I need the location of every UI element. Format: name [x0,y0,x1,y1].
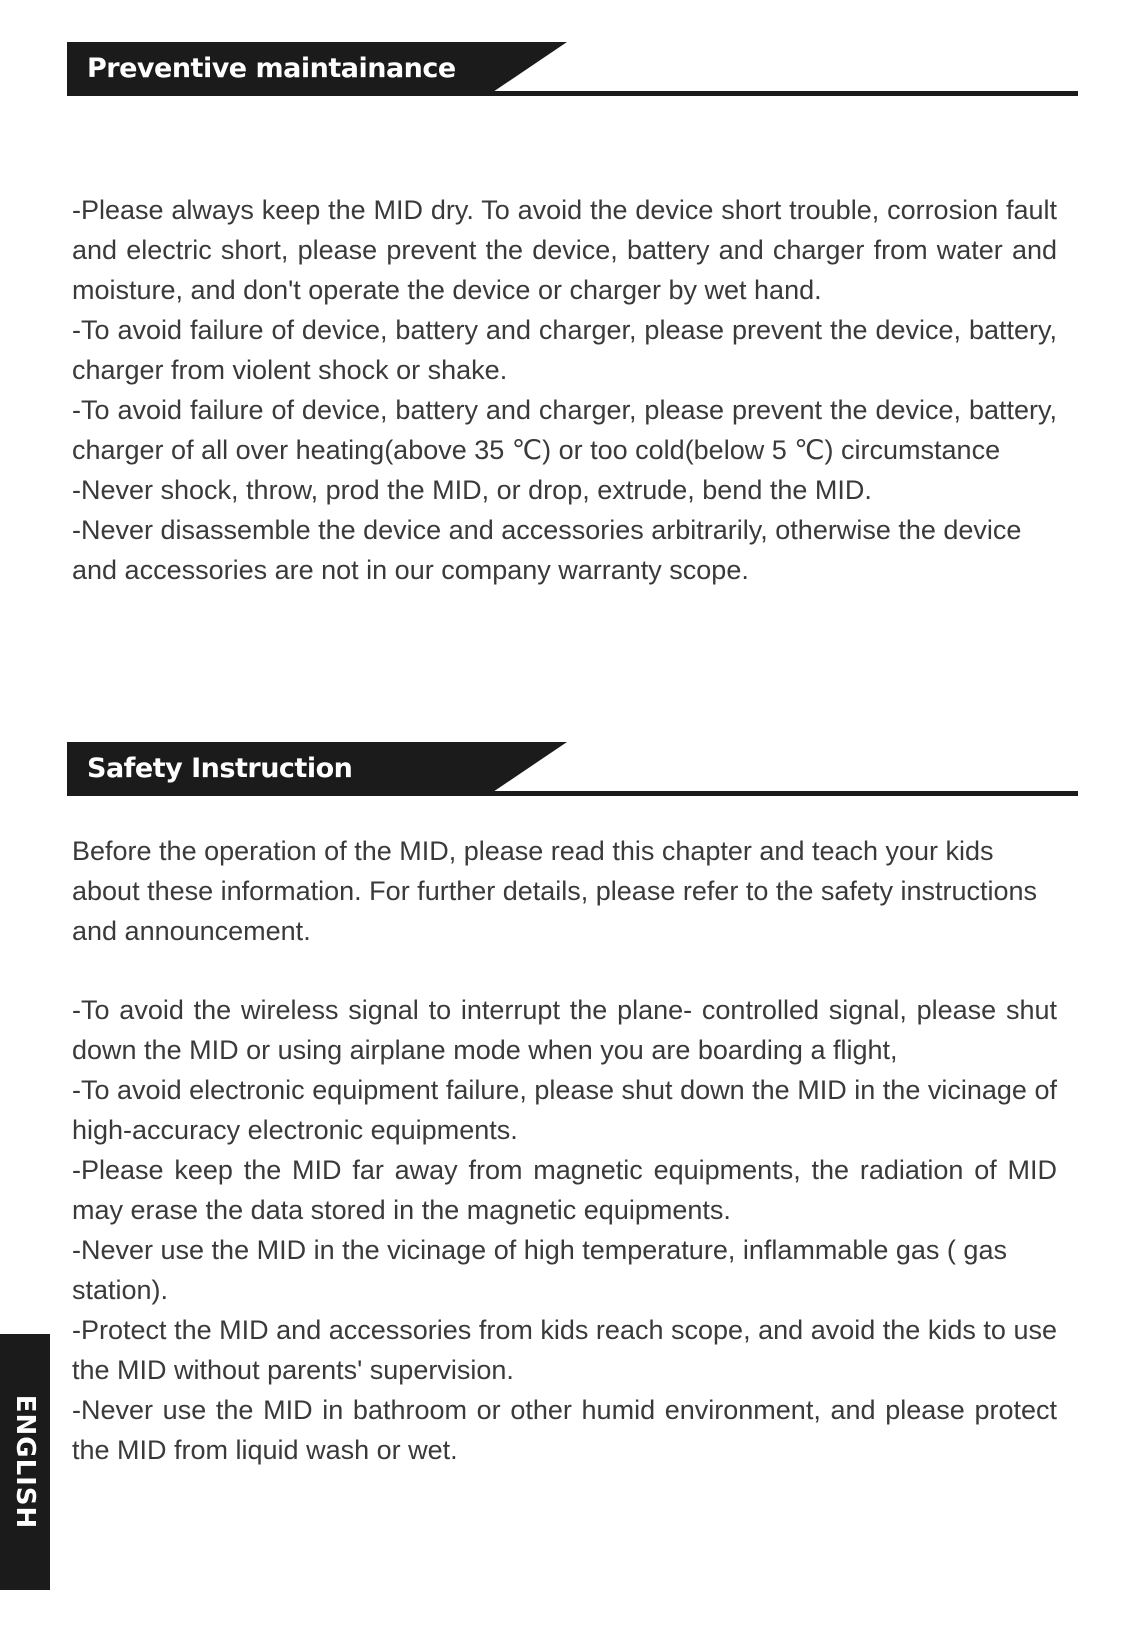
maintenance-paragraph: -Never shock, throw, prod the MID, or drop, extrude, bend the MID. [72,475,872,505]
maintenance-section-header [67,42,1078,96]
header-rule [487,91,1078,96]
maintenance-title: Preventive maintainance [87,53,456,84]
language-label: ENGLISH [10,1394,40,1530]
safety-section-header [67,742,1078,796]
maintenance-paragraph: -To avoid failure of device, battery and charger, please prevent the device, battery, charger of all over heating(above 35 ℃) or too cold(below 5 ℃) circumstance [72,395,1057,465]
safety-paragraph: -To avoid electronic equipment failure, please shut down the MID in the vicinage of high-accuracy electronic equipments. [72,1075,1057,1145]
safety-list [72,990,1057,1470]
safety-paragraph: -Protect the MID and accessories from kids reach scope, and avoid the kids to use the MID without parents' supervision. [72,1315,1057,1385]
safety-intro [72,831,1057,951]
safety-intro-paragraph: Before the operation of the MID, please read this chapter and teach your kids about these information. For further details, please refer to the safety instructions and announcement. [72,836,1037,946]
language-side-tab [0,1334,50,1590]
header-rule [487,791,1078,796]
maintenance-body [72,190,1057,590]
maintenance-paragraph: -To avoid failure of device, battery and charger, please prevent the device, battery, charger from violent shock or shake. [72,315,1057,385]
safety-paragraph: -Please keep the MID far away from magnetic equipments, the radiation of MID may erase the data stored in the magnetic equipments. [72,1155,1057,1225]
safety-paragraph: -Never use the MID in bathroom or other humid environment, and please protect the MID from liquid wash or wet. [72,1395,1057,1465]
maintenance-paragraph: -Never disassemble the device and accessories arbitrarily, otherwise the device and accessories are not in our company warranty scope. [72,515,1022,585]
safety-paragraph: -Never use the MID in the vicinage of high temperature, inflammable gas ( gas station). [72,1235,1007,1305]
safety-title: Safety Instruction [87,753,353,784]
safety-paragraph: -To avoid the wireless signal to interrupt the plane- controlled signal, please shut down the MID or using airplane mode when you are boarding a flight, [72,995,1057,1065]
maintenance-paragraph: -Please always keep the MID dry. To avoid the device short trouble, corrosion fault and electric short, please prevent the device, battery and charger from water and moisture, and don't operate the device or charger by wet hand. [72,195,1057,305]
